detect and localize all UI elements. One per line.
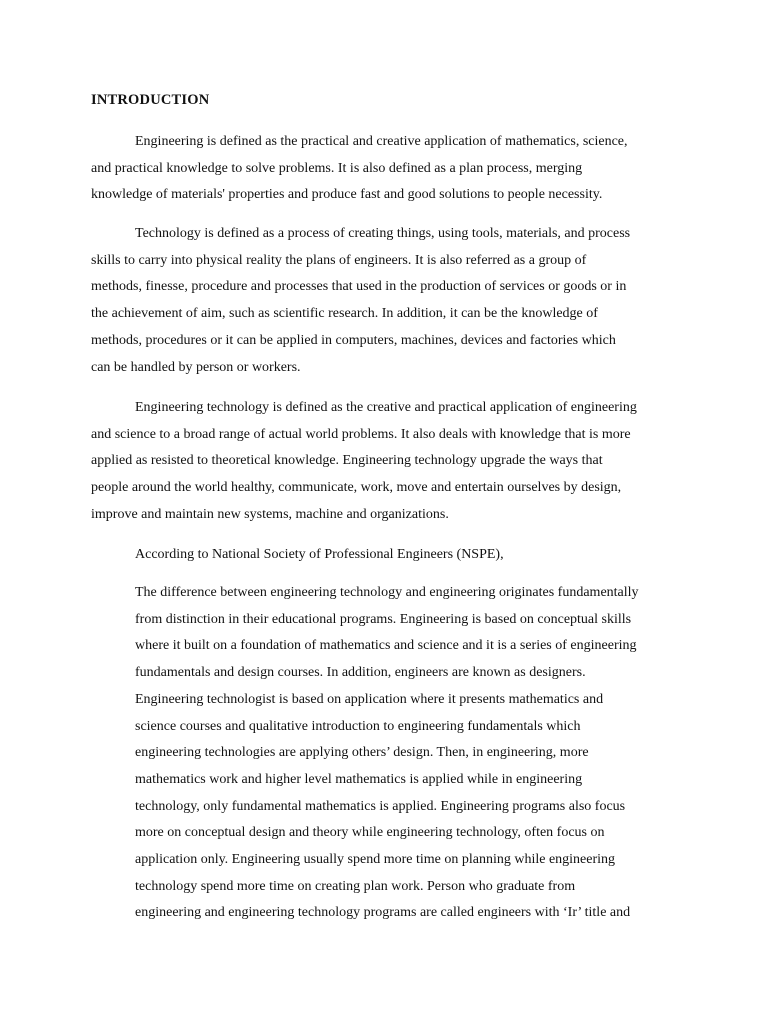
- paragraph-technology-definition: [91, 221, 681, 381]
- text-line: improve and maintain new systems, machine and organizations.: [91, 506, 449, 522]
- text-line: where it built on a foundation of mathematics and science and it is a series of engineering: [135, 638, 637, 654]
- text-line: science courses and qualitative introduction to engineering fundamentals which: [135, 718, 581, 734]
- text-line: and practical knowledge to solve problems. It is also defined as a plan process, merging: [91, 160, 583, 176]
- paragraph-engineering-technology-definition: [91, 395, 681, 529]
- paragraph-engineering-definition: [91, 129, 681, 209]
- text-line: from distinction in their educational programs. Engineering is based on conceptual skills: [135, 611, 632, 627]
- text-line: knowledge of materials' properties and produce fast and good solutions to people necessity.: [91, 187, 603, 203]
- text-line: can be handled by person or workers.: [91, 359, 301, 375]
- text-line: Engineering technologist is based on application where it presents mathematics and: [135, 691, 604, 707]
- paragraph-nspe-quote: [135, 580, 695, 927]
- text-line: people around the world healthy, communicate, work, move and entertain ourselves by design,: [91, 480, 622, 496]
- text-line: application only. Engineering usually spend more time on planning while engineering: [135, 852, 616, 868]
- text-line: methods, procedures or it can be applied in computers, machines, devices and factories which: [91, 332, 616, 348]
- text-line: technology, only fundamental mathematics is applied. Engineering programs also focus: [135, 798, 626, 814]
- text-line: more on conceptual design and theory while engineering technology, often focus on: [135, 825, 605, 841]
- paragraph-nspe-intro: [135, 542, 695, 569]
- text-line: The difference between engineering technology and engineering originates fundamentally: [135, 585, 639, 600]
- text-line: skills to carry into physical reality the plans of engineers. It is also referred as a group of: [91, 252, 587, 268]
- text-line: Engineering technology is defined as the creative and practical application of engineering: [135, 400, 637, 415]
- text-line: technology spend more time on creating plan work. Person who graduate from: [135, 878, 576, 894]
- text-line: mathematics work and higher level mathematics is applied while in engineering: [135, 771, 583, 787]
- text-line: According to National Society of Professional Engineers (NSPE),: [135, 547, 504, 562]
- text-line: engineering and engineering technology programs are called engineers with ‘Ir’ title and: [135, 905, 631, 921]
- text-line: fundamentals and design courses. In addition, engineers are known as designers.: [135, 665, 586, 681]
- text-line: Technology is defined as a process of creating things, using tools, materials, and process: [135, 226, 631, 241]
- text-line: methods, finesse, procedure and processes that used in the production of services or goods or in: [91, 279, 627, 295]
- text-line: and science to a broad range of actual world problems. It also deals with knowledge that is more: [91, 426, 631, 442]
- text-line: applied as resisted to theoretical knowledge. Engineering technology upgrade the ways that: [91, 453, 603, 469]
- text-line: engineering technologies are applying others’ design. Then, in engineering, more: [135, 745, 589, 761]
- text-line: Engineering is defined as the practical and creative application of mathematics, science,: [135, 134, 628, 149]
- section-heading: INTRODUCTION: [91, 92, 210, 108]
- text-line: the achievement of aim, such as scientific research. In addition, it can be the knowledge of: [91, 306, 598, 322]
